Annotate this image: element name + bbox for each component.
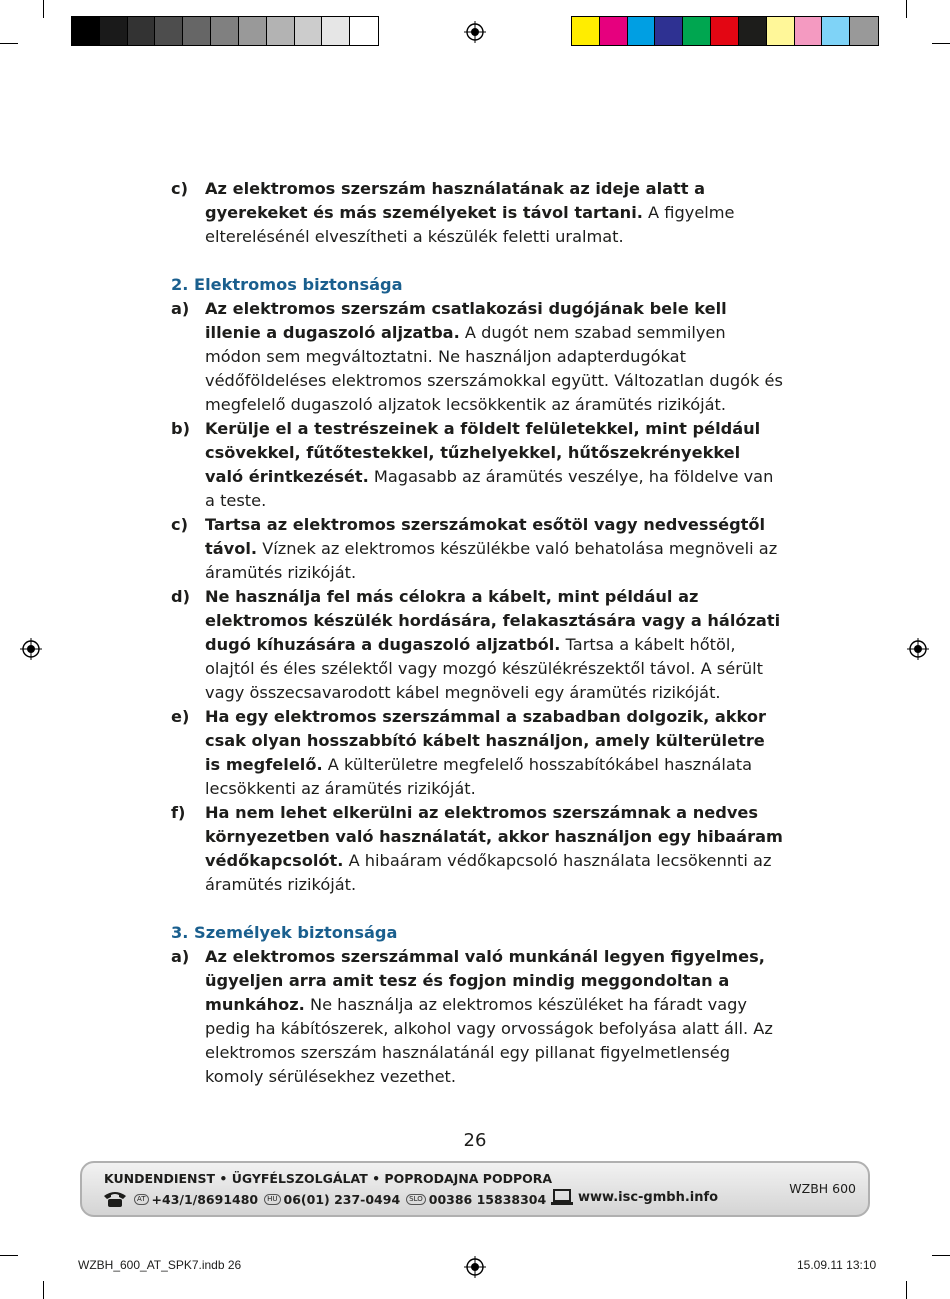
list-item-text (205, 513, 783, 585)
list-item-emphasis: Kerülje el a testrészeinek a földelt felületekkel, mint például csövekkel, fűtőtestekkel, tűzhelyekkel, hűtőszekrényekkel való érintkezését. (205, 419, 761, 486)
list-item-label: c) (171, 179, 188, 198)
calibration-swatch (572, 17, 600, 45)
calibration-swatch (267, 17, 295, 45)
calibration-swatch (600, 17, 628, 45)
calibration-swatch (183, 17, 211, 45)
calibration-swatch (239, 17, 267, 45)
list-item-detail: Víznek az elektromos készülékbe való behatolása megnöveli az áramütés rizikóját. (205, 539, 778, 582)
calibration-swatch (767, 17, 795, 45)
calibration-swatch (350, 17, 378, 45)
date-slug: 15.09.11 13:10 (797, 1258, 877, 1272)
calibration-swatch (739, 17, 767, 45)
list-item (171, 801, 783, 897)
calibration-swatch (822, 17, 850, 45)
list-item (171, 417, 783, 513)
list-item-detail: A figyelme elterelésénél elveszítheti a készülék feletti uralmat. (205, 203, 735, 246)
country-code-badge: HU (264, 1194, 280, 1205)
list-item-detail: Magasabb az áramütés veszélye, ha földelve van a teste. (205, 467, 774, 510)
list-item-detail: A külterületre megfelelő hosszabítókábel használata lecsökkenti az áramütés rizikóját. (205, 755, 753, 798)
page-number: 26 (463, 1130, 487, 1151)
crop-mark (932, 43, 950, 44)
list-item-text (205, 417, 783, 513)
list-item-label: a) (171, 947, 190, 966)
list-item-emphasis: Ha nem lehet elkerülni az elektromos szerszámnak a nedves környezetben való használatát, akkor használjon egy hibaáram védőkapcsolót. (205, 803, 783, 870)
list-item-label: c) (171, 515, 188, 534)
list-item-emphasis: Ha egy elektromos szerszámmal a szabadban dolgozik, akkor csak olyan hosszabbító kábelt használjon, amely külterületre is megfelelő. (205, 707, 766, 774)
color-calibration-bar (571, 16, 879, 46)
list-item (171, 585, 783, 705)
crop-mark (43, 0, 44, 18)
crop-mark (0, 43, 18, 44)
calibration-swatch (711, 17, 739, 45)
phone-number: 06(01) 237-0494 (283, 1191, 401, 1207)
list-item-label: d) (171, 587, 190, 606)
telephone-icon (102, 1190, 128, 1208)
crop-mark (906, 0, 907, 18)
list-item-emphasis: Az elektromos szerszámmal való munkánál legyen figyelmes, ügyeljen arra amit tesz és fogjon mindig meggondoltan a munkához. (205, 947, 765, 1014)
calibration-swatch (628, 17, 656, 45)
list-item (171, 945, 783, 1089)
list-item-text (205, 297, 783, 417)
registration-mark-icon (20, 638, 42, 660)
section-heading: 3. Személyek biztonsága (171, 923, 398, 942)
list-item-label: a) (171, 299, 190, 318)
footer-phone-row (102, 1190, 546, 1208)
list-item-label: e) (171, 707, 190, 726)
list-item-text (205, 585, 783, 705)
country-code-badge: AT (134, 1194, 149, 1205)
calibration-swatch (683, 17, 711, 45)
phone-number: 00386 15838304 (428, 1191, 547, 1207)
phone-number: +43/1/8691480 (151, 1191, 259, 1207)
list-item-label: f) (171, 803, 186, 822)
list-item (171, 177, 783, 249)
calibration-swatch (100, 17, 128, 45)
crop-mark (932, 1255, 950, 1256)
crop-mark (906, 1281, 907, 1299)
list-item-detail: Ne használja az elektromos készüléket ha fáradt vagy pedig ha kábítószerek, alkohol vagy orvosságok befolyása alatt áll. Az elektromos szerszám használatánál egy pillanat figyelmetlenség komoly sérülésekhez vezethet. (205, 995, 773, 1086)
calibration-swatch (850, 17, 878, 45)
section-heading: 2. Elektromos biztonsága (171, 275, 403, 294)
calibration-swatch (155, 17, 183, 45)
country-code-badge: SLO (406, 1194, 426, 1205)
list-item (171, 513, 783, 585)
list-item (171, 297, 783, 417)
list-item-text (205, 801, 783, 897)
list-item-emphasis: Az elektromos szerszám csatlakozási dugójának bele kell illenie a dugaszoló aljzatba. (205, 299, 727, 342)
manual-body-text (171, 177, 783, 1089)
list-item-detail: Tartsa a kábelt hőtöl, olajtól és éles szélektől vagy mozgó készülékrészektől távol. A sérült vagy összecsavarodott kábel megnöveli egy áramütés rizikóját. (205, 635, 763, 702)
calibration-swatch (795, 17, 823, 45)
list-item-emphasis: Az elektromos szerszám használatának az ideje alatt a gyerekeket és más személyeket is távol tartani. (205, 179, 706, 222)
crop-mark (0, 1255, 18, 1256)
calibration-swatch (322, 17, 350, 45)
registration-mark-icon (464, 21, 486, 43)
calibration-swatch (295, 17, 323, 45)
list-item-emphasis: Tartsa az elektromos szerszámokat esőtöl vagy nedvességtől távol. (205, 515, 766, 558)
calibration-swatch (211, 17, 239, 45)
list-item-detail: A dugót nem szabad semmilyen módon sem megváltoztatni. Ne használjon adapterdugókat védőföldeléses elektromos szerszámokkal együtt. Változatlan dugók és megfelelő dugaszoló aljzatok lecsökkentik az áramütés rizikóját. (205, 323, 783, 414)
registration-mark-icon (907, 638, 929, 660)
customer-service-footer (80, 1161, 870, 1217)
file-slug: WZBH_600_AT_SPK7.indb 26 (78, 1258, 242, 1272)
calibration-swatch (72, 17, 100, 45)
registration-mark-icon (464, 1256, 486, 1278)
website-link[interactable]: www.isc-gmbh.info (578, 1189, 719, 1205)
calibration-swatch (128, 17, 156, 45)
grayscale-calibration-bar (71, 16, 379, 46)
model-name: WZBH 600 (789, 1181, 856, 1196)
list-item-text (205, 705, 783, 801)
list-item-text (205, 945, 783, 1089)
footer-website (550, 1188, 718, 1206)
list-item-detail: A hibaáram védőkapcsoló használata lecsökennti az áramütés rizikóját. (205, 851, 772, 894)
list-item (171, 705, 783, 801)
laptop-icon (550, 1188, 574, 1206)
list-item-label: b) (171, 419, 190, 438)
crop-mark (43, 1281, 44, 1299)
footer-title: KUNDENDIENST • ÜGYFÉLSZOLGÁLAT • POPRODAJNA PODPORA (104, 1171, 553, 1186)
list-item-text (205, 177, 783, 249)
calibration-swatch (655, 17, 683, 45)
list-item-emphasis: Ne használja fel más célokra a kábelt, mint például az elektromos készülék hordására, felakasztására vagy a hálózati dugó kíhuzására a dugaszoló aljzatból. (205, 587, 781, 654)
